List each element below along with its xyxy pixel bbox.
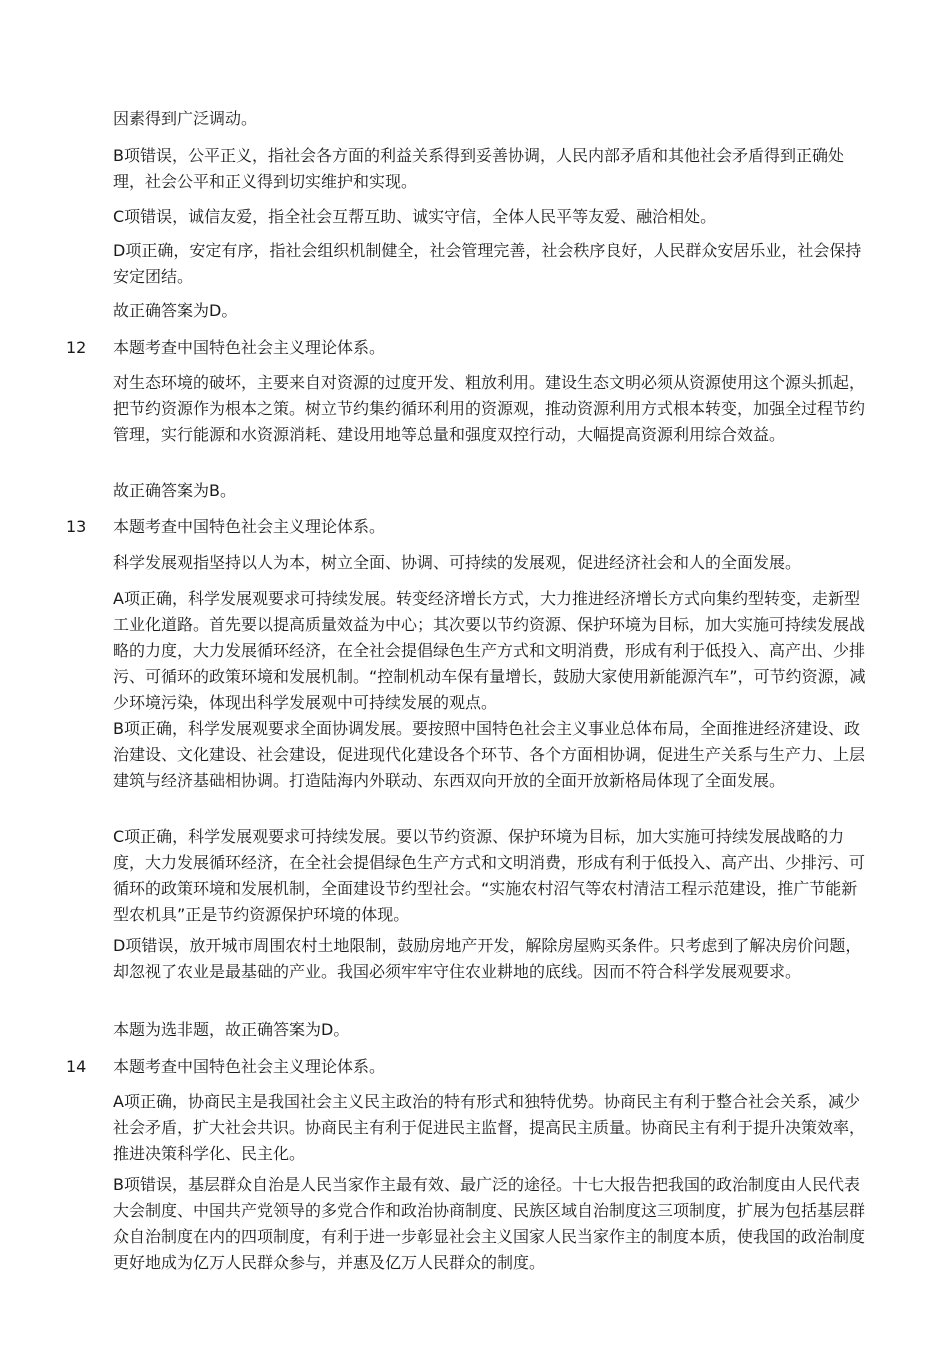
q12-topic: 本题考查中国特色社会主义理论体系。 xyxy=(113,338,386,357)
q12-answer: 故正确答案为B。 xyxy=(113,481,236,500)
q13-intro: 科学发展观指坚持以人为本，树立全面、协调、可持续的发展观，促进经济社会和人的全面发展。 xyxy=(113,553,802,572)
q13-topic: 本题考查中国特色社会主义理论体系。 xyxy=(113,517,386,536)
q12-number: 12 xyxy=(66,338,87,357)
q13-option-a: A项正确，科学发展观要求可持续发展。转变经济增长方式，大力推进经济增长方式向集约型转变，走新型工业化道路。首先要以提高质量效益为中心；其次要以节约资源、保护环境为目标，加大实施可持续发展战略的力度，大力发展循环经济，在全社会提倡绿色生产方式和文明消费，形成有利于低投入、高产出、少排污、可循环的政策环境和发展机制。“控制机动车保有量增长，鼓励大家使用新能源汽车”，可节约资源，减少环境污染，体现出科学发展观中可持续发展的观点。 xyxy=(113,589,866,712)
q11-intro-line: 因素得到广泛调动。 xyxy=(113,109,258,128)
q14-number: 14 xyxy=(66,1057,87,1076)
q13-option-d: D项错误，放开城市周围农村土地限制，鼓励房地产开发，解除房屋购买条件。只考虑到了解决房价问题，却忽视了农业是最基础的产业。我国必须牢牢守住农业耕地的底线。因而不符合科学发展观要求。 xyxy=(113,936,862,981)
q13-number: 13 xyxy=(66,517,87,536)
q12-body: 对生态环境的破坏，主要来自对资源的过度开发、粗放利用。建设生态文明必须从资源使用这个源头抓起，把节约资源作为根本之策。树立节约集约循环利用的资源观，推动资源利用方式根本转变，加强全过程节约管理，实行能源和水资源消耗、建设用地等总量和强度双控行动，大幅提高资源利用综合效益。 xyxy=(113,373,866,444)
q14-option-a: A项正确，协商民主是我国社会主义民主政治的特有形式和独特优势。协商民主有利于整合社会关系，减少社会矛盾，扩大社会共识。协商民主有利于促进民主监督，提高民主质量。协商民主有利于提升决策效率，推进决策科学化、民主化。 xyxy=(113,1092,866,1163)
q11-option-b: B项错误，公平正义，指社会各方面的利益关系得到妥善协调，人民内部矛盾和其他社会矛盾得到正确处理，社会公平和正义得到切实维护和实现。 xyxy=(113,146,844,191)
q14-topic: 本题考查中国特色社会主义理论体系。 xyxy=(113,1057,386,1076)
q14-option-b: B项错误，基层群众自治是人民当家作主最有效、最广泛的途径。十七大报告把我国的政治制度由人民代表大会制度、中国共产党领导的多党合作和政治协商制度、民族区域自治制度这三项制度，扩展为包括基层群众自治制度在内的四项制度，有利于进一步彰显社会主义国家人民当家作主的制度本质，使我国的政治制度更好地成为亿万人民群众参与，并惠及亿万人民群众的制度。 xyxy=(113,1175,866,1272)
q13-option-c: C项正确，科学发展观要求可持续发展。要以节约资源、保护环境为目标，加大实施可持续发展战略的力度，大力发展循环经济，在全社会提倡绿色生产方式和文明消费，形成有利于低投入、高产出、少排污、可循环的政策环境和发展机制，全面建设节约型社会。“实施农村沼气等农村清洁工程示范建设，推广节能新型农机具”正是节约资源保护环境的体现。 xyxy=(113,827,866,924)
q11-option-c: C项错误，诚信友爱，指全社会互帮互助、诚实守信，全体人民平等友爱、融洽相处。 xyxy=(113,207,717,226)
q13-option-b: B项正确，科学发展观要求全面协调发展。要按照中国特色社会主义事业总体布局，全面推进经济建设、政治建设、文化建设、社会建设，促进现代化建设各个环节、各个方面相协调，促进生产关系与生产力、上层建筑与经济基础相协调。打造陆海内外联动、东西双向开放的全面开放新格局体现了全面发展。 xyxy=(113,719,866,790)
q13-answer: 本题为选非题，故正确答案为D。 xyxy=(113,1020,350,1039)
q11-option-d: D项正确，安定有序，指社会组织机制健全，社会管理完善，社会秩序良好，人民群众安居乐业，社会保持安定团结。 xyxy=(113,241,862,286)
q11-answer: 故正确答案为D。 xyxy=(113,301,238,320)
